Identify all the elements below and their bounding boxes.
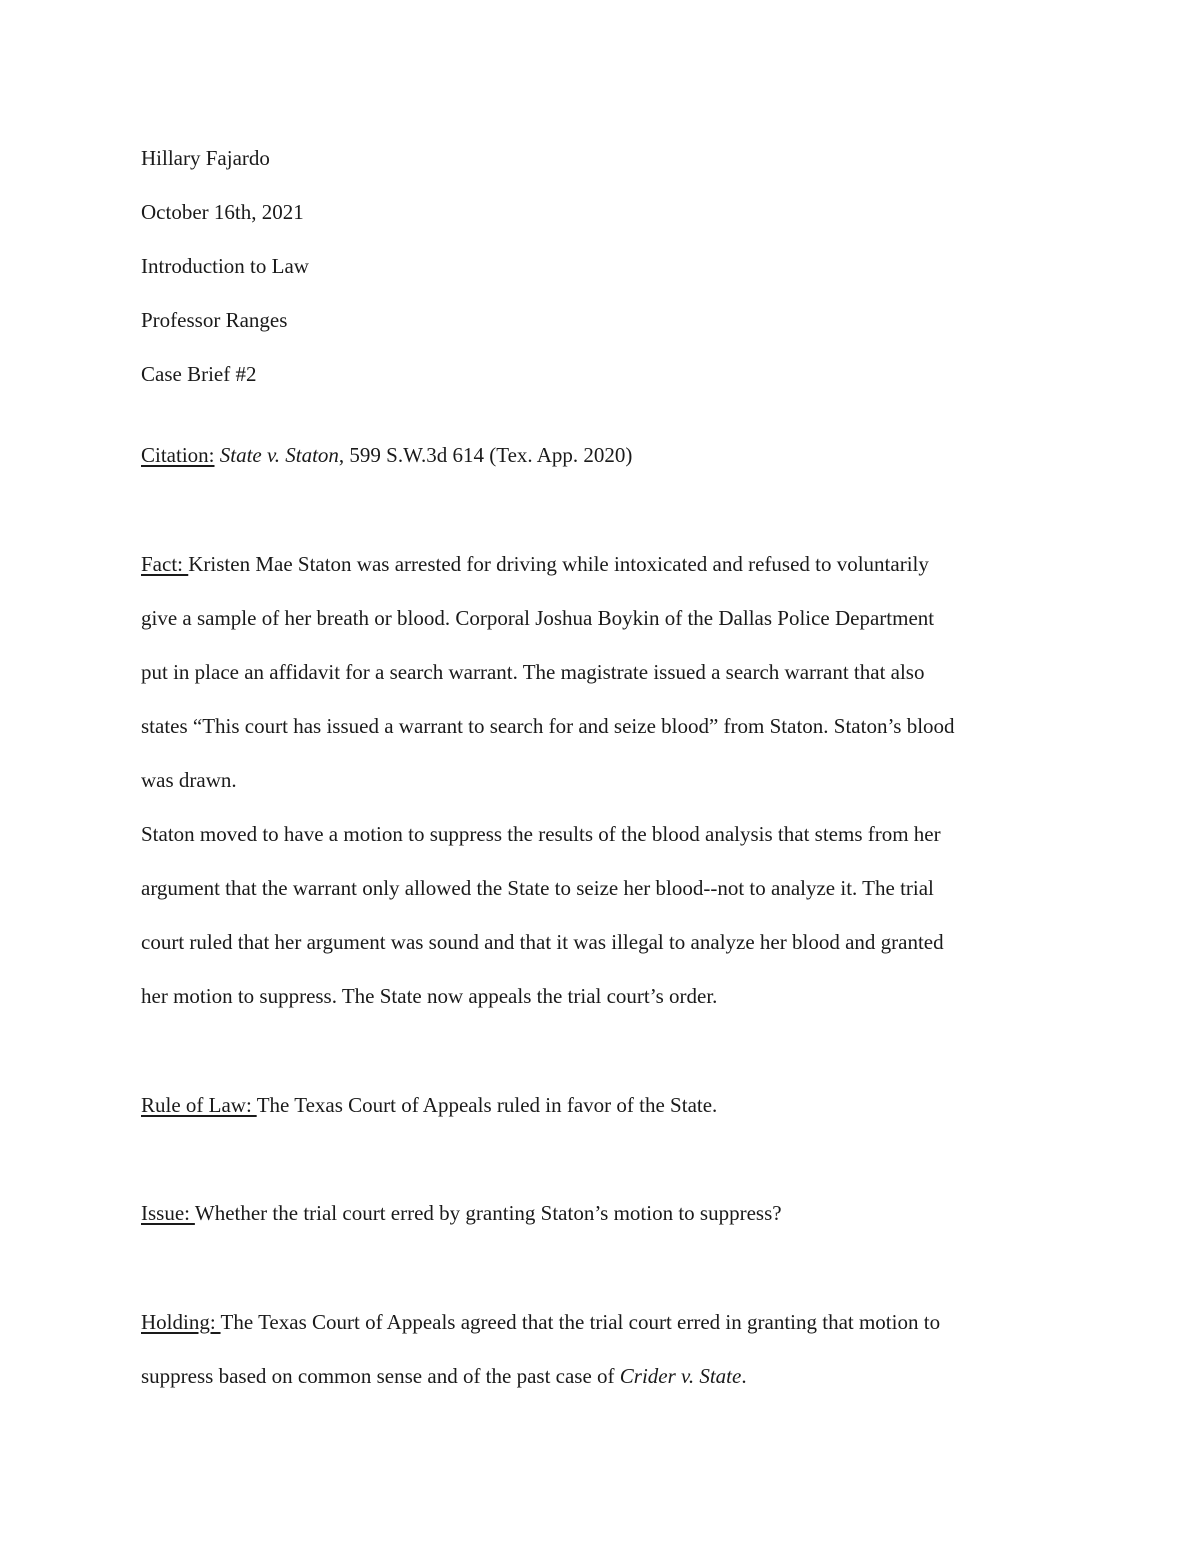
fact-line-8: court ruled that her argument was sound and that it was illegal to analyze her blood and granted — [141, 930, 944, 954]
rule-of-law-text: The Texas Court of Appeals ruled in favor of the State. — [256, 1093, 718, 1117]
fact-line-6: Staton moved to have a motion to suppress the results of the blood analysis that stems from her — [141, 822, 941, 846]
rule-of-law-label: Rule of Law: — [141, 1093, 257, 1117]
document-date: October 16th, 2021 — [141, 200, 304, 224]
assignment-title: Case Brief #2 — [141, 362, 257, 386]
fact-line-3: put in place an affidavit for a search warrant. The magistrate issued a search warrant that also — [141, 660, 925, 684]
citation-line — [141, 442, 632, 468]
fact-line-1 — [141, 551, 929, 577]
holding-period: . — [741, 1364, 747, 1388]
fact-line-7: argument that the warrant only allowed the State to seize her blood--not to analyze it. The trial — [141, 876, 934, 900]
issue-text: Whether the trial court erred by granting Staton’s motion to suppress? — [194, 1201, 782, 1225]
holding-line-1 — [141, 1309, 940, 1335]
holding-text-2: suppress based on common sense and of the past case of — [141, 1364, 620, 1388]
fact-line-2: give a sample of her breath or blood. Corporal Joshua Boykin of the Dallas Police Department — [141, 606, 935, 630]
fact-line-5: was drawn. — [141, 768, 237, 792]
citation-reference: , 599 S.W.3d 614 (Tex. App. 2020) — [338, 443, 633, 467]
issue-line — [141, 1200, 782, 1226]
author-name: Hillary Fajardo — [141, 146, 270, 170]
fact-line-4: states “This court has issued a warrant to search for and seize blood” from Staton. Staton’s blood — [141, 714, 955, 738]
fact-label: Fact: — [141, 552, 189, 576]
fact-text-1: Kristen Mae Staton was arrested for driving while intoxicated and refused to voluntarily — [188, 552, 929, 576]
holding-label: Holding: — [141, 1310, 221, 1334]
holding-text-1: The Texas Court of Appeals agreed that the trial court erred in granting that motion to — [220, 1310, 941, 1334]
holding-line-2 — [141, 1363, 747, 1389]
issue-label: Issue: — [141, 1201, 195, 1225]
citation-case-name: State v. Staton — [219, 443, 339, 467]
fact-line-9: her motion to suppress. The State now appeals the trial court’s order. — [141, 984, 718, 1008]
course-name: Introduction to Law — [141, 254, 309, 278]
citation-label: Citation: — [141, 443, 215, 467]
rule-of-law-line — [141, 1092, 717, 1118]
holding-case-name: Crider v. State — [619, 1364, 742, 1388]
professor-name: Professor Ranges — [141, 308, 288, 332]
